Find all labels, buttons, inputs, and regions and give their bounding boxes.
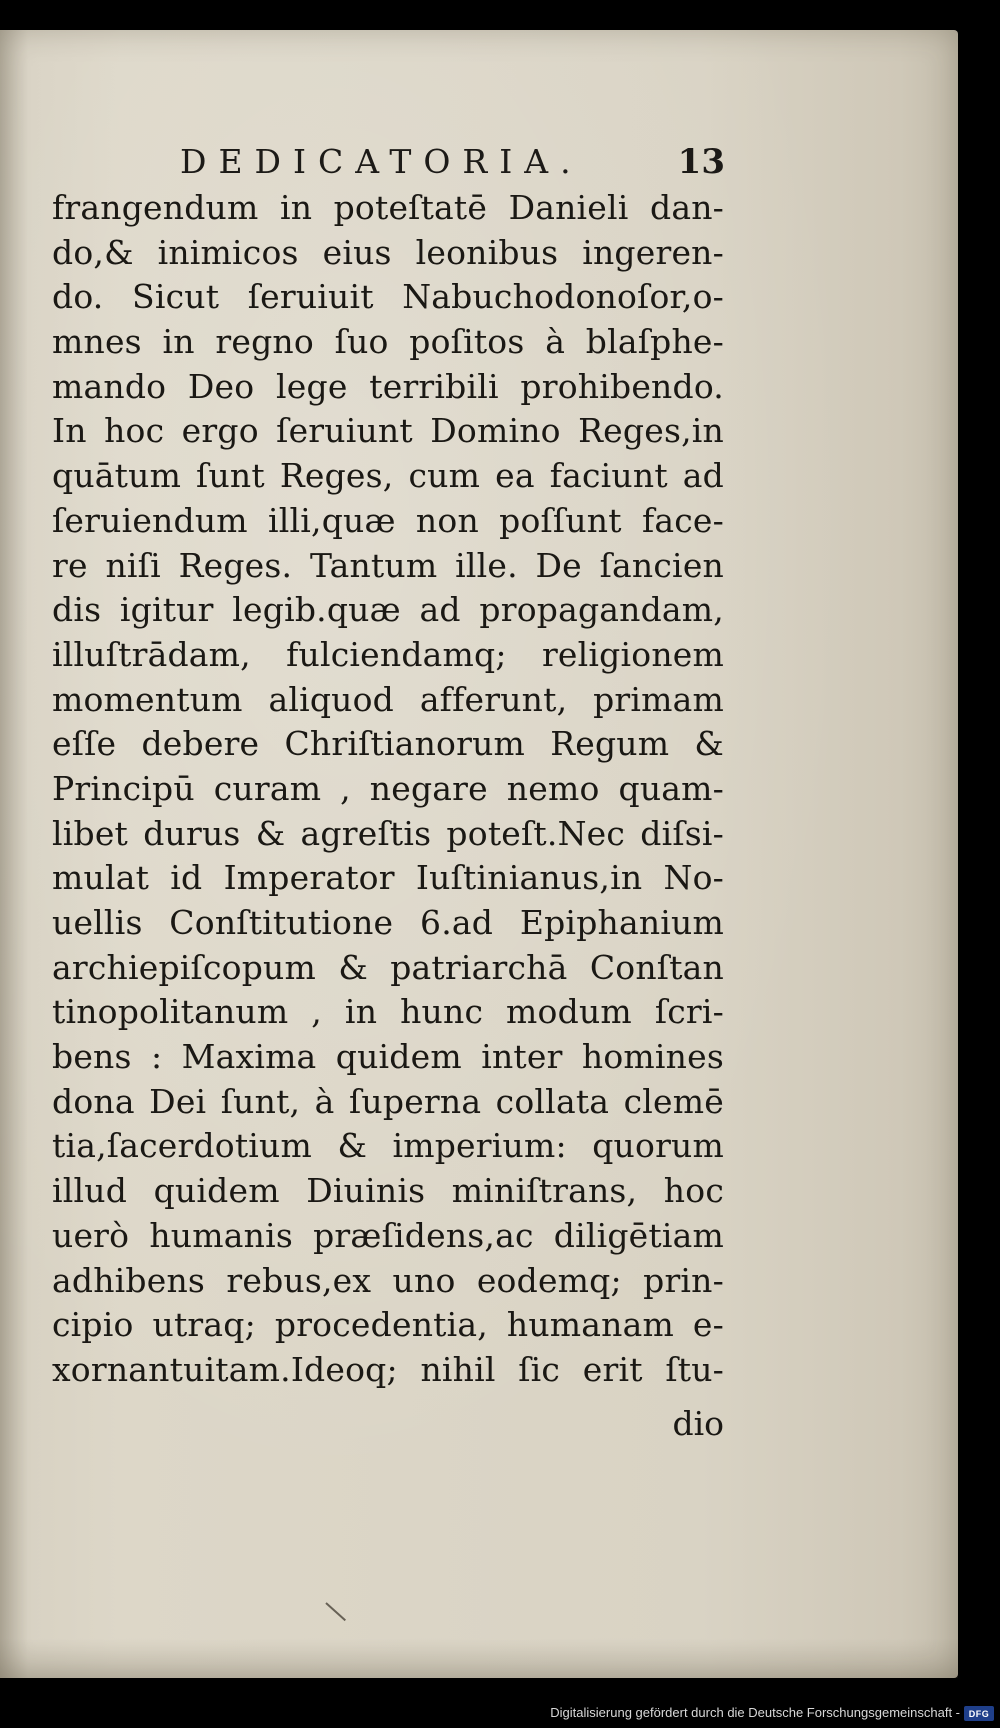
- text-line: tinopolitanum , in hunc modum ſcri-: [52, 992, 724, 1032]
- text-line: In hoc ergo ſeruiunt Domino Reges,in: [52, 411, 724, 451]
- text-line: bens : Maxima quidem inter homines: [52, 1037, 724, 1077]
- paper-mark: [325, 1602, 346, 1621]
- text-line: adhibens rebus,ex uno eodemq; prin-: [52, 1260, 724, 1300]
- text-line: dis igitur legib.quæ ad propagandam,: [52, 590, 724, 630]
- text-line: illuſtrādam, fulciendamq; religionem: [52, 634, 724, 674]
- text-line: mnes in regno ſuo poſitos à blaſphe-: [52, 322, 724, 362]
- text-line: mulat id Imperator Iuſtinianus,in No-: [52, 858, 724, 898]
- text-line: Principū curam , negare nemo quam-: [52, 768, 724, 808]
- catchword-row: [52, 1404, 724, 1443]
- digitization-credit: Digitalisierung gefördert durch die Deutsche Forschungsgemeinschaft -: [550, 1705, 960, 1720]
- text-line: cipio utraq; procedentia, humanam e-: [52, 1305, 724, 1345]
- page-header: [180, 142, 725, 192]
- text-line: tia,ſacerdotium & imperium: quorum: [52, 1126, 724, 1166]
- book-page: [0, 30, 958, 1678]
- text-line: ſeruiendum illi,quæ non poſſunt face-: [52, 500, 724, 540]
- catchword: dio: [672, 1404, 724, 1443]
- text-line: dona Dei ſunt, à ſuperna collata clemē: [52, 1081, 724, 1121]
- body-text: [52, 186, 724, 1393]
- dfg-logo: [964, 1706, 994, 1721]
- page-number: 13: [677, 142, 725, 182]
- text-line: uellis Conſtitutione 6.ad Epiphanium: [52, 903, 724, 942]
- text-line: uerò humanis præſidens,ac diligētiam: [52, 1215, 724, 1255]
- text-line: re niſi Reges. Tantum ille. De ſancien: [52, 545, 724, 585]
- text-line: libet durus & agreſtis poteſt.Nec diſsi-: [52, 813, 724, 853]
- text-line: frangendum in poteſtatē Danieli dan-: [52, 188, 724, 227]
- text-line: mando Deo lege terribili prohibendo.: [52, 366, 724, 406]
- running-head: DEDICATORIA.: [180, 142, 583, 181]
- text-line: do,& inimicos eius leonibus ingeren-: [52, 232, 724, 272]
- text-line: archiepiſcopum & patriarchā Conſtan: [52, 947, 724, 987]
- text-line: illud quidem Diuinis miniſtrans, hoc: [52, 1171, 724, 1211]
- text-line: momentum aliquod afferunt, primam: [52, 679, 724, 719]
- text-line: do. Sicut ſeruiuit Nabuchodonoſor,o-: [52, 277, 724, 317]
- text-line: xornantuitam.Ideoq; nihil ſic erit ſtu-: [52, 1349, 724, 1389]
- footer-bar: [0, 1700, 1000, 1728]
- text-line: eſſe debere Chriſtianorum Regum &: [52, 724, 724, 764]
- text-line: quātum ſunt Reges, cum ea faciunt ad: [52, 456, 724, 496]
- dfg-logo-text: DFG: [968, 1708, 990, 1719]
